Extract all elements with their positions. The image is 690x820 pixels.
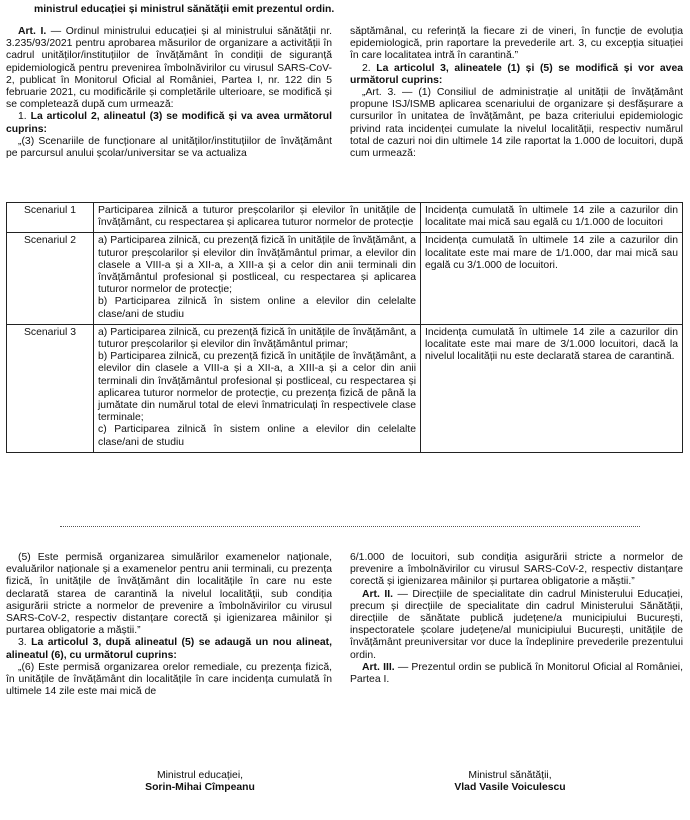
signature-health-minister — [380, 770, 640, 794]
article-3-paragraph — [350, 662, 683, 686]
point-1-heading — [6, 111, 332, 135]
scenario-name: Scenariul 2 — [7, 233, 94, 324]
column-bottom-right — [350, 552, 683, 686]
column-bottom-left — [6, 552, 332, 698]
scenario-description — [94, 233, 421, 324]
signature-title: Ministrul educației, — [156, 770, 244, 781]
signature-title: Ministrul sănătății, — [468, 770, 552, 781]
intro-line: ministrul educației și ministrul sănătății emit prezentul ordin. — [34, 4, 335, 15]
continuation-alineat-3: săptămânal, cu referință la fiecare zi de vineri, în funcție de evoluția epidemiologică, prin raportare la prevederile art. 3, cu excepția situației în care localitatea intră în carantină.” — [350, 26, 683, 62]
column-top-left — [6, 26, 332, 160]
article-2-paragraph — [350, 589, 683, 662]
description-line: a) Participarea zilnică, cu prezență fizică în unitățile de învățământ, a tuturor preșcolarilor și elevilor din învățământul primar, a elevilor din clasele a VIII-a și a XII-a, a XIII-a și a celor din anii terminali din învățământul profesional și postliceal, cu respectarea și aplicarea tuturor normelor de protecție; — [98, 235, 416, 296]
scenario-name: Scenariul 1 — [7, 203, 94, 233]
article-2-label: Art. II. — [362, 588, 394, 600]
alineat-5-paragraph: (5) Este permisă organizarea simulărilor examenelor naționale, evaluărilor naționale și a examenelor pentru anii terminali, cu prezența fizică, în unitățile de învățământ din localitățile în care nu este declarată starea de carantină la nivelul localității, sub condiția asigurării stricte a normelor de prevenire a îmbolnăvirilor cu virusul SARS-CoV-2, respectiv distanțare corectă și igienizarea mâinilor și purtarea obligatorie a măștii.” — [6, 552, 332, 637]
article-1-label: Art. I. — [18, 26, 47, 37]
article-3-label: Art. III. — [362, 661, 395, 673]
point-1-bold-text: La articolul 2, alineatul (3) se modifică și va avea următorul cuprins: — [6, 111, 332, 135]
scenarios-table — [6, 202, 683, 453]
point-1-number: 1. — [18, 111, 31, 123]
scenario-name: Scenariul 3 — [7, 324, 94, 452]
scenario-description — [94, 203, 421, 233]
scenario-condition: Incidența cumulată în ultimele 14 zile a cazurilor din localitate mai mică sau egală cu 1/1.000 de locuitori — [421, 203, 683, 233]
article-1-paragraph — [6, 26, 332, 111]
description-line: b) Participarea zilnică, cu prezență fizică în unitățile de învățământ, a elevilor din clasele a VIII-a și a XII-a, a XIII-a și a celor din anii terminali din învățământul profesional și postliceal, cu respectarea și aplicarea tuturor normelor de protecție, cu prezența fizică de până la jumătate din numărul total de elevi înmatriculați în respectivele clase terminale; — [98, 351, 416, 424]
table-row — [7, 203, 683, 233]
column-top-right — [350, 26, 683, 160]
point-3-bold-text: La articolul 3, după alineatul (5) se adaugă un nou alineat, alineatul (6), cu următorul cuprins: — [6, 637, 332, 661]
quote-alineat-3: „(3) Scenariile de funcționare al unităților/instituțiilor de învățământ pe parcursul anului școlar/universitar se va actualiza — [6, 135, 332, 160]
scenario-description — [94, 324, 421, 452]
dotted-separator — [60, 526, 640, 527]
scenario-condition: Incidența cumulată în ultimele 14 zile a cazurilor din localitate este mai mare de 1/1.000, dar mai mică sau egală cu 3/1.000 de locuitori. — [421, 233, 683, 324]
description-line: b) Participarea zilnică în sistem online a elevilor din celelalte clase/ani de studiu — [98, 296, 416, 320]
signature-education-minister — [70, 770, 330, 794]
description-line: a) Participarea zilnică, cu prezență fizică în unitățile de învățământ, a tuturor preșcolarilor și elevilor din învățământul primar; — [98, 326, 416, 351]
description-line: c) Participarea zilnică în sistem online a elevilor din celelalte clase/ani de studiu — [98, 424, 416, 448]
signature-name: Sorin-Mihai Cîmpeanu — [145, 782, 255, 794]
signature-name: Vlad Vasile Voiculescu — [454, 782, 566, 794]
article-1-text: — Ordinul ministrului educației și al ministrului sănătății nr. 3.235/93/2021 pentru aprobarea măsurilor de organizare a activității în cadrul unităților/instituțiilor de învățământ în condiții de siguranță epidemiologică pentru prevenirea îmbolnăvirilor cu virusul SARS-CoV-2, publicat în Monitorul Oficial al României, Partea I, nr. 122 din 5 februarie 2021, cu modificările și completările ulterioare, se modifică și se completează după cum urmează: — [6, 26, 332, 111]
article-2-text: — Direcțiile de specialitate din cadrul Ministerului Educației, precum și direcțiile de specialitate din cadrul Ministerului Sănătății, direcțiile de sănătate publică județene/a municipiului București, inspectoratele școlare județene/al municipiului București, unitățile de învățământ preuniversitar vor duce la îndeplinire prevederile prezentului ordin. — [350, 588, 683, 661]
point-3-number: 3. — [18, 637, 32, 649]
quote-alineat-6: „(6) Este permisă organizarea orelor remediale, cu prezența fizică, în unitățile de învățământ din localitățile în care incidența cumulată în ultimele 14 zile este mai mică de — [6, 661, 332, 698]
quote-article-3: „Art. 3. — (1) Consiliul de administrație al unității de învățământ propune ISJ/ISMB aplicarea scenariului de organizare și desfășurare a cursurilor în unitatea de învățământ, pe baza criteriului epidemiologic privind rata incidenței cumulate la nivelul localității, respectiv numărul total de cazuri noi din ultimele 14 zile raportat la 1.000 de locuitori, după cum urmează: — [350, 87, 683, 160]
table-row — [7, 324, 683, 452]
point-2-heading — [350, 63, 683, 87]
continuation-alineat-6: 6/1.000 de locuitori, sub condiția asigurării stricte a normelor de prevenire a îmbolnăvirilor cu virusul SARS-CoV-2, respectiv distanțare corectă și igienizarea mâinilor și purtarea obligatorie a măștii.” — [350, 552, 683, 588]
article-3-text: — Prezentul ordin se publică în Monitorul Oficial al României, Partea I. — [350, 661, 683, 686]
point-2-number: 2. — [362, 62, 377, 74]
point-2-bold-text: La articolul 3, alineatele (1) și (5) se modifică și vor avea următorul cuprins: — [350, 62, 683, 86]
point-3-heading — [6, 637, 332, 661]
description-line: Participarea zilnică a tuturor preșcolarilor și elevilor în unitățile de învățământ, cu respectarea și aplicarea tuturor normelor de protecție — [98, 205, 416, 229]
scenario-condition: Incidența cumulată în ultimele 14 zile a cazurilor din localitate este mai mare de 3/1.000 locuitori, dacă la nivelul localității nu este declarată starea de carantină. — [421, 324, 683, 452]
table-row — [7, 233, 683, 324]
